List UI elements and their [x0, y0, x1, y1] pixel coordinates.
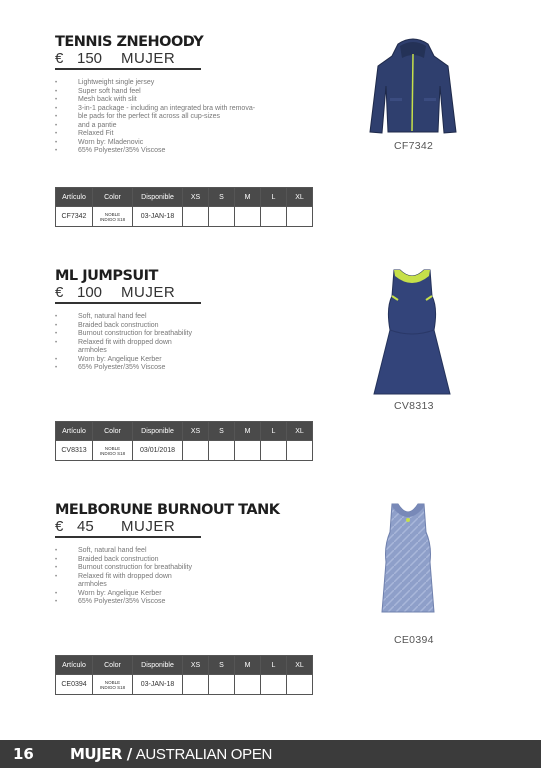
header-size-l: L — [261, 188, 287, 207]
cell-qty-s[interactable] — [209, 441, 235, 461]
header-size-m: M — [235, 656, 261, 675]
cell-qty-l[interactable] — [261, 207, 287, 227]
header-size-m: M — [235, 422, 261, 441]
feature-item: • Worn by: Mladenovic — [55, 139, 260, 148]
feature-item: • Lightweight single jersey — [55, 79, 260, 88]
header-disponible: Disponible — [133, 422, 183, 441]
cell-qty-m[interactable] — [235, 675, 261, 695]
feature-item: • and a pantie — [55, 122, 260, 131]
tank-top-image — [378, 502, 438, 614]
cell-qty-xs[interactable] — [183, 207, 209, 227]
product-block-2 — [55, 268, 535, 373]
header-size-s: S — [209, 422, 235, 441]
cell-qty-m[interactable] — [235, 207, 261, 227]
sku-label: CV8313 — [394, 400, 434, 412]
feature-item: • Burnout construction for breathability — [55, 564, 260, 573]
cell-color — [93, 207, 133, 227]
feature-item: • 65% Polyester/35% Viscose — [55, 364, 260, 373]
feature-list — [55, 79, 260, 156]
header-size-xl: XL — [287, 422, 313, 441]
header-articulo: Artículo — [56, 422, 93, 441]
price-row — [55, 52, 201, 70]
feature-item: • Braided back construction — [55, 556, 260, 565]
currency-symbol: € — [55, 50, 64, 67]
product-block-3 — [55, 502, 535, 607]
product-title: MELBORUNE BURNOUT TANK — [55, 502, 280, 518]
price-value: 150 — [77, 50, 103, 67]
table-row — [56, 675, 313, 695]
cell-qty-xl[interactable] — [287, 441, 313, 461]
cell-qty-s[interactable] — [209, 675, 235, 695]
cell-articulo: CF7342 — [56, 207, 93, 227]
header-articulo: Artículo — [56, 656, 93, 675]
color-line-1: NOBLE — [104, 211, 121, 217]
table-row — [56, 207, 313, 227]
feature-item: • 3-in-1 package - including an integrated bra with remova- — [55, 105, 260, 114]
header-size-xl: XL — [287, 188, 313, 207]
footer-section: MUJER / — [70, 745, 132, 763]
header-size-s: S — [209, 656, 235, 675]
price-row — [55, 520, 201, 538]
table-row — [56, 441, 313, 461]
feature-item: • Relaxed Fit — [55, 130, 260, 139]
feature-item: armholes — [78, 581, 107, 588]
color-line-2: INDIGO S18 — [99, 684, 126, 690]
cell-qty-s[interactable] — [209, 207, 235, 227]
feature-item: • 65% Polyester/35% Viscose — [55, 147, 260, 156]
table-header-row — [56, 656, 313, 675]
header-disponible: Disponible — [133, 656, 183, 675]
color-line-2: INDIGO S18 — [99, 450, 126, 456]
header-articulo: Artículo — [56, 188, 93, 207]
cell-qty-l[interactable] — [261, 675, 287, 695]
feature-item: • Super soft hand feel — [55, 88, 260, 97]
spec-table — [55, 421, 313, 461]
header-color: Color — [93, 188, 133, 207]
feature-item: • Soft, natural hand feel — [55, 313, 260, 322]
header-size-s: S — [209, 188, 235, 207]
header-size-xs: XS — [183, 422, 209, 441]
header-disponible: Disponible — [133, 188, 183, 207]
cell-qty-xs[interactable] — [183, 675, 209, 695]
category-label: MUJER — [121, 518, 176, 535]
feature-item: • Worn by: Angelique Kerber — [55, 356, 260, 365]
spec-table — [55, 655, 313, 695]
page-footer — [0, 740, 541, 768]
sku-label: CF7342 — [394, 140, 434, 152]
feature-item: • 65% Polyester/35% Viscose — [55, 598, 260, 607]
cell-articulo: CE0394 — [56, 675, 93, 695]
price-row — [55, 286, 201, 304]
feature-item: • ble pads for the perfect fit across all cup-sizes — [55, 113, 260, 122]
cell-disponible: 03/01/2018 — [133, 441, 183, 461]
product-title: ML JUMPSUIT — [55, 268, 158, 284]
cell-disponible: 03-JAN-18 — [133, 207, 183, 227]
header-size-xs: XS — [183, 188, 209, 207]
color-line-1: NOBLE — [104, 445, 121, 451]
header-color: Color — [93, 656, 133, 675]
price-value: 100 — [77, 284, 103, 301]
cell-qty-l[interactable] — [261, 441, 287, 461]
category-label: MUJER — [121, 284, 176, 301]
feature-item: • Worn by: Angelique Kerber — [55, 590, 260, 599]
feature-item: • Relaxed fit with dropped down — [55, 339, 260, 348]
feature-list — [55, 313, 260, 373]
color-line-1: NOBLE — [104, 679, 121, 685]
cell-color — [93, 441, 133, 461]
table-header-row — [56, 422, 313, 441]
header-size-m: M — [235, 188, 261, 207]
currency-symbol: € — [55, 518, 64, 535]
page-number: 16 — [13, 745, 34, 763]
footer-subsection: AUSTRALIAN OPEN — [135, 745, 273, 763]
feature-list — [55, 547, 260, 607]
hoodie-image — [368, 36, 458, 136]
cell-disponible: 03-JAN-18 — [133, 675, 183, 695]
feature-item: • Burnout construction for breathability — [55, 330, 260, 339]
currency-symbol: € — [55, 284, 64, 301]
cell-articulo: CV8313 — [56, 441, 93, 461]
dress-image — [372, 268, 452, 398]
feature-item: • Relaxed fit with dropped down — [55, 573, 260, 582]
cell-qty-m[interactable] — [235, 441, 261, 461]
cell-qty-xs[interactable] — [183, 441, 209, 461]
feature-item: • Braided back construction — [55, 322, 260, 331]
cell-qty-xl[interactable] — [287, 207, 313, 227]
category-label: MUJER — [121, 50, 176, 67]
product-block-1 — [55, 34, 535, 156]
table-header-row — [56, 188, 313, 207]
header-size-l: L — [261, 656, 287, 675]
feature-item: • Mesh back with slit — [55, 96, 260, 105]
cell-color — [93, 675, 133, 695]
sku-label: CE0394 — [394, 634, 434, 646]
color-line-2: INDIGO S18 — [99, 216, 126, 222]
spec-table — [55, 187, 313, 227]
product-title: TENNIS ZNEHOODY — [55, 34, 204, 50]
header-color: Color — [93, 422, 133, 441]
feature-item: • Soft, natural hand feel — [55, 547, 260, 556]
header-size-xs: XS — [183, 656, 209, 675]
feature-item: armholes — [78, 347, 107, 354]
price-value: 45 — [77, 518, 94, 535]
cell-qty-xl[interactable] — [287, 675, 313, 695]
header-size-xl: XL — [287, 656, 313, 675]
header-size-l: L — [261, 422, 287, 441]
